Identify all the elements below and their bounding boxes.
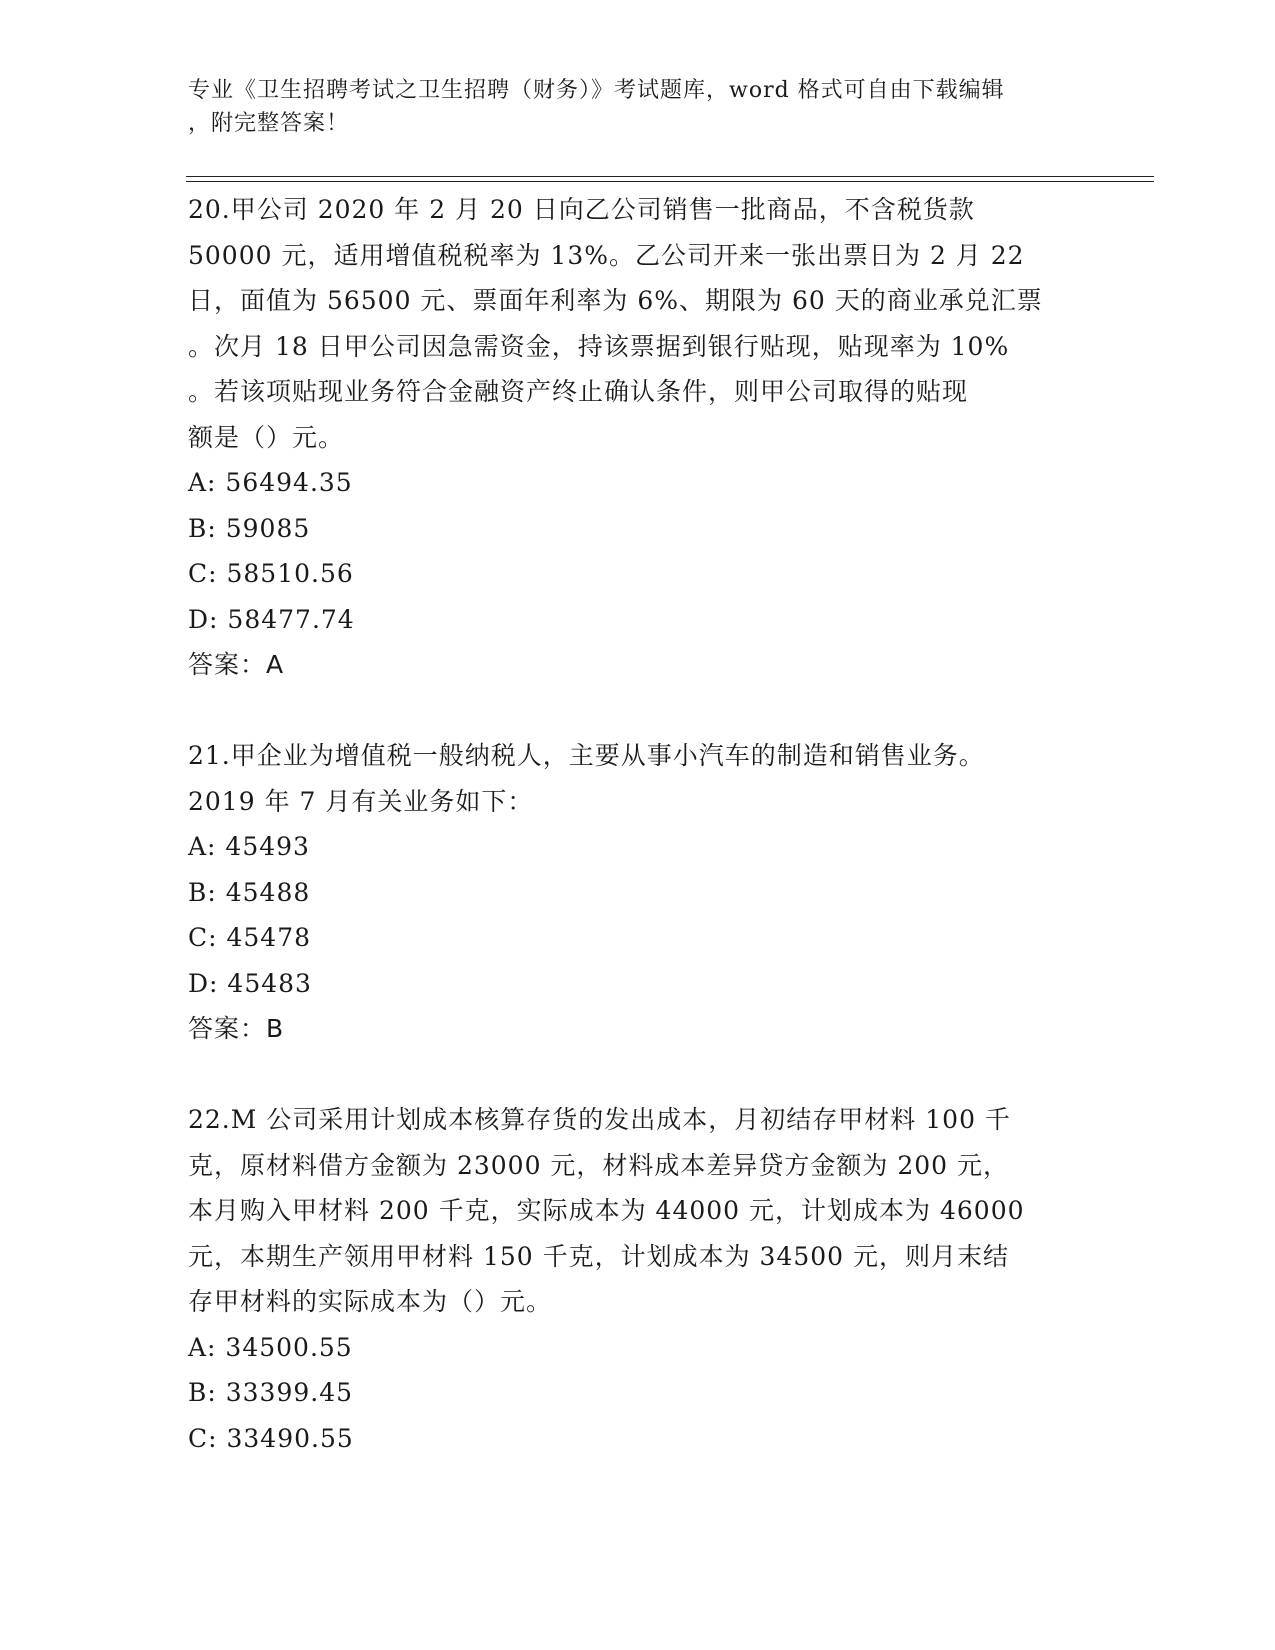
option-c: C: 45478 bbox=[188, 923, 312, 952]
option-a: A: 56494.35 bbox=[188, 468, 353, 497]
option-a: A: 34500.55 bbox=[188, 1332, 353, 1362]
question-20 bbox=[188, 187, 1078, 688]
answer-label: 答案：B bbox=[188, 1014, 285, 1043]
option-b: B: 45488 bbox=[188, 877, 311, 907]
option-b: B: 59085 bbox=[188, 513, 311, 543]
answer-label: 答案：A bbox=[188, 650, 285, 679]
question-text: 22.M 公司采用计划成本核算存货的发出成本，月初结存甲材料 100 千 克，原材料借方金额为 23000 元，材料成本差异贷方金额为 200 元， 本月购入甲材料 200 千克，实际成本为 44000 元，计划成本为 46000 元，本期生产领用甲材料 150 千克，计划成本为 34500 元，则月末结 存甲材料的实际成本为（）元。 bbox=[188, 1105, 1025, 1316]
question-21 bbox=[188, 733, 1078, 1052]
option-b: B: 33399.45 bbox=[188, 1378, 354, 1407]
option-d: D: 45483 bbox=[188, 968, 312, 998]
option-d: D: 58477.74 bbox=[188, 604, 355, 634]
question-text: 20.甲公司 2020 年 2 月 20 日向乙公司销售一批商品，不含税货款 50000 元，适用增值税税率为 13%。乙公司开来一张出票日为 2 月 22 日，面值为 56500 元、票面年利率为 6%、期限为 60 天的商业承兑汇票 。次月 18 日甲公司因急需资金，持该票据到银行贴现，贴现率为 10% 。若该项贴现业务符合金融资产终止确认条件，则甲公司取得的贴现 额是（）元。 bbox=[188, 195, 1043, 452]
header-divider-top bbox=[186, 176, 1154, 177]
option-a: A: 45493 bbox=[188, 832, 310, 861]
page-header: 专业《卫生招聘考试之卫生招聘（财务）》考试题库，word 格式可自由下载编辑 ，附完整答案！ bbox=[188, 78, 1005, 136]
option-c: C: 33490.55 bbox=[188, 1423, 354, 1453]
question-text: 21.甲企业为增值税一般纳税人，主要从事小汽车的制造和销售业务。 2019 年 7 月有关业务如下： bbox=[188, 741, 985, 816]
header-divider-bottom bbox=[186, 181, 1154, 182]
question-22 bbox=[188, 1097, 1078, 1461]
option-c: C: 58510.56 bbox=[188, 559, 354, 588]
